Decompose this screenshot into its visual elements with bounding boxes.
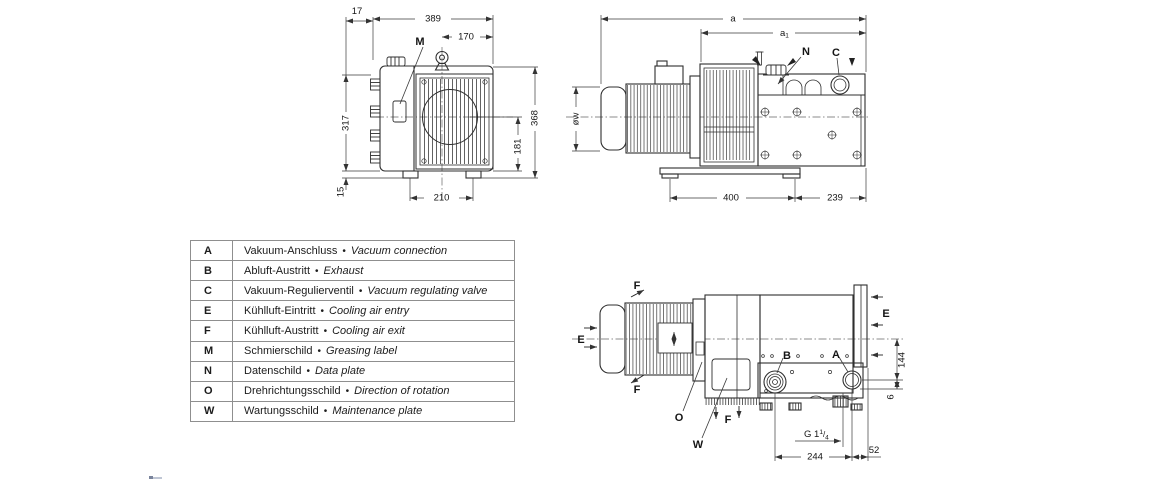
legend-row	[191, 281, 514, 301]
legend-description: Vakuum-Anschluss • Vacuum connection	[244, 244, 448, 257]
dim-ow: øw	[570, 112, 582, 126]
dim-144: 144	[896, 352, 908, 368]
legend-key: E	[191, 301, 233, 320]
legend-row	[191, 402, 514, 421]
dim-170: 170	[458, 31, 474, 43]
body-bolts	[760, 107, 862, 160]
legend-table	[190, 240, 515, 422]
label-a: A	[832, 349, 840, 361]
bullet-separator: •	[323, 406, 328, 418]
terminal-box-top	[658, 323, 692, 353]
bullet-separator: •	[323, 325, 328, 337]
legend-description: Vakuum-Regulierventil • Vacuum regulating valve	[244, 284, 488, 297]
top-pump-housing	[705, 285, 867, 410]
legend-row	[191, 301, 514, 321]
legend-key: B	[191, 261, 233, 280]
corner-artifact-bar	[153, 477, 162, 479]
dim-a1: $a_1$	[780, 27, 789, 39]
label-m: M	[415, 36, 425, 48]
legend-row	[191, 342, 514, 362]
label-b: B	[783, 350, 791, 362]
front-side-knobs	[371, 79, 381, 163]
maintenance-plate	[712, 359, 750, 390]
label-c: C	[832, 47, 840, 59]
exhaust-port-b	[764, 371, 786, 393]
legend-row	[191, 261, 514, 281]
legend-description: Datenschild • Data plate	[244, 365, 366, 378]
vacuum-port-a	[843, 371, 861, 389]
dim-6: 6	[885, 394, 897, 400]
dim-15: 15	[335, 186, 347, 198]
greasing-label-plate	[393, 101, 406, 122]
legend-description: Drehrichtungsschild • Direction of rotation	[244, 385, 450, 398]
bullet-separator: •	[320, 305, 325, 317]
legend-row	[191, 321, 514, 341]
bullet-separator: •	[317, 346, 321, 358]
motor-flange	[690, 76, 700, 158]
front-filler-cap	[387, 57, 405, 66]
base-plate	[660, 168, 800, 178]
bullet-separator: •	[306, 366, 310, 378]
bullet-separator: •	[345, 386, 350, 398]
label-e-left: E	[577, 334, 585, 346]
legend-description: Schmierschild • Greasing label	[244, 345, 397, 358]
front-fan-grille	[416, 74, 493, 169]
label-f-left-bottom: F	[633, 384, 641, 396]
label-f-top: F	[633, 280, 641, 292]
side-motor	[601, 61, 700, 158]
legend-key: N	[191, 362, 233, 381]
dim-244: 244	[807, 451, 823, 463]
bullet-separator: •	[358, 285, 363, 297]
bullet-separator: •	[342, 245, 346, 257]
side-view-drawing	[558, 0, 910, 225]
regulating-valve	[831, 76, 849, 94]
top-view-drawing	[563, 255, 910, 480]
legend-description: Kühlluft-Austritt • Cooling air exit	[244, 324, 405, 337]
side-filler-cap	[763, 65, 789, 75]
legend-description: Kühlluft-Eintritt • Cooling air entry	[244, 304, 410, 317]
top-motor	[600, 299, 705, 381]
legend-description: Wartungsschild • Maintenance plate	[244, 405, 423, 418]
dim-a: a	[730, 13, 736, 25]
legend-key: C	[191, 281, 233, 300]
dim-g114: G $1^1_{/4}$	[804, 429, 829, 442]
label-f-bottom: F	[724, 414, 732, 426]
dim-52: 52	[868, 445, 880, 456]
legend-key: O	[191, 382, 233, 401]
label-n: N	[802, 46, 810, 58]
front-view-drawing	[330, 0, 545, 225]
side-fan-cover	[700, 64, 758, 166]
arch-1	[786, 80, 802, 95]
dim-317: 317	[340, 115, 352, 131]
arch-2	[805, 80, 821, 95]
legend-key: W	[191, 402, 233, 421]
dim-368: 368	[529, 110, 541, 126]
dim-389: 389	[425, 13, 441, 25]
legend-key: M	[191, 342, 233, 361]
label-w: W	[692, 439, 704, 451]
legend-description: Abluft-Austritt • Exhaust	[244, 264, 364, 277]
label-o: O	[674, 412, 684, 424]
dim-210: 210	[433, 192, 450, 204]
dim-400: 400	[723, 192, 739, 204]
legend-key: A	[191, 241, 233, 260]
label-e-right: E	[882, 308, 890, 320]
legend-row	[191, 362, 514, 382]
terminal-box	[655, 66, 683, 84]
dim-239: 239	[827, 192, 843, 204]
legend-row	[191, 241, 514, 261]
legend-key: F	[191, 321, 233, 340]
legend-row	[191, 382, 514, 402]
dim-181: 181	[512, 138, 524, 155]
louvers	[705, 398, 760, 405]
bullet-separator: •	[315, 265, 319, 277]
dim-17: 17	[351, 6, 363, 17]
